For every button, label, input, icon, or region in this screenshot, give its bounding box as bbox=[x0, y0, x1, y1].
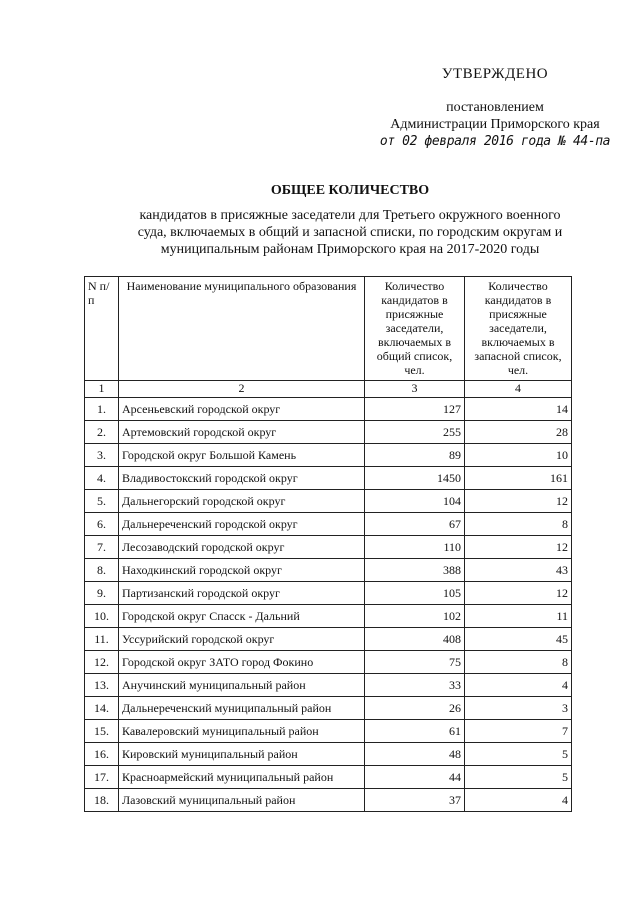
row-municipality-name: Дальнереченский муниципальный район bbox=[119, 697, 365, 720]
row-number: 8. bbox=[85, 559, 119, 582]
row-number: 18. bbox=[85, 789, 119, 812]
table-row bbox=[85, 743, 572, 766]
row-general-count: 75 bbox=[365, 651, 465, 674]
table-row bbox=[85, 789, 572, 812]
row-reserve-count: 4 bbox=[465, 789, 572, 812]
table-row bbox=[85, 490, 572, 513]
row-number: 15. bbox=[85, 720, 119, 743]
row-reserve-count: 4 bbox=[465, 674, 572, 697]
row-municipality-name: Владивостокский городской округ bbox=[119, 467, 365, 490]
header-general-list: Количество кандидатов в присяжные заседатели, включаемых в общий список, чел. bbox=[365, 277, 465, 381]
row-reserve-count: 45 bbox=[465, 628, 572, 651]
header-number: N п/п bbox=[85, 277, 119, 381]
row-municipality-name: Кировский муниципальный район bbox=[119, 743, 365, 766]
row-municipality-name: Городской округ Большой Камень bbox=[119, 444, 365, 467]
row-number: 13. bbox=[85, 674, 119, 697]
row-reserve-count: 8 bbox=[465, 513, 572, 536]
row-municipality-name: Партизанский городской округ bbox=[119, 582, 365, 605]
table-row bbox=[85, 651, 572, 674]
row-reserve-count: 7 bbox=[465, 720, 572, 743]
row-general-count: 408 bbox=[365, 628, 465, 651]
row-municipality-name: Анучинский муниципальный район bbox=[119, 674, 365, 697]
row-municipality-name: Лесозаводский городской округ bbox=[119, 536, 365, 559]
row-municipality-name: Дальнегорский городской округ bbox=[119, 490, 365, 513]
row-general-count: 1450 bbox=[365, 467, 465, 490]
document-heading: ОБЩЕЕ КОЛИЧЕСТВО bbox=[270, 183, 430, 198]
row-general-count: 104 bbox=[365, 490, 465, 513]
row-reserve-count: 43 bbox=[465, 559, 572, 582]
row-number: 14. bbox=[85, 697, 119, 720]
subheading-line-3: муниципальным районам Приморского края на 2017-2020 годы bbox=[160, 242, 540, 257]
table-row bbox=[85, 628, 572, 651]
table-row bbox=[85, 536, 572, 559]
table-row bbox=[85, 513, 572, 536]
row-general-count: 37 bbox=[365, 789, 465, 812]
row-general-count: 67 bbox=[365, 513, 465, 536]
table-row bbox=[85, 605, 572, 628]
approval-line-administration: Администрации Приморского края bbox=[390, 117, 600, 132]
row-number: 4. bbox=[85, 467, 119, 490]
row-municipality-name: Городской округ Спасск - Дальний bbox=[119, 605, 365, 628]
row-number: 16. bbox=[85, 743, 119, 766]
header-municipality: Наименование муниципального образования bbox=[119, 277, 365, 381]
subheading-line-1: кандидатов в присяжные заседатели для Третьего окружного военного bbox=[139, 208, 561, 223]
row-number: 7. bbox=[85, 536, 119, 559]
table-row bbox=[85, 697, 572, 720]
row-number: 10. bbox=[85, 605, 119, 628]
column-number-2: 2 bbox=[119, 381, 365, 398]
row-number: 5. bbox=[85, 490, 119, 513]
table-row bbox=[85, 582, 572, 605]
row-reserve-count: 5 bbox=[465, 766, 572, 789]
approval-line-decree: постановлением bbox=[446, 100, 544, 115]
row-general-count: 388 bbox=[365, 559, 465, 582]
row-general-count: 33 bbox=[365, 674, 465, 697]
row-reserve-count: 14 bbox=[465, 398, 572, 421]
row-general-count: 44 bbox=[365, 766, 465, 789]
row-number: 1. bbox=[85, 398, 119, 421]
candidates-table bbox=[84, 276, 572, 812]
row-general-count: 61 bbox=[365, 720, 465, 743]
document-subheading bbox=[75, 207, 625, 258]
row-municipality-name: Лазовский муниципальный район bbox=[119, 789, 365, 812]
row-general-count: 102 bbox=[365, 605, 465, 628]
column-number-1: 1 bbox=[85, 381, 119, 398]
row-number: 9. bbox=[85, 582, 119, 605]
row-number: 17. bbox=[85, 766, 119, 789]
row-reserve-count: 12 bbox=[465, 490, 572, 513]
row-general-count: 255 bbox=[365, 421, 465, 444]
table-row bbox=[85, 467, 572, 490]
row-general-count: 105 bbox=[365, 582, 465, 605]
row-number: 12. bbox=[85, 651, 119, 674]
row-reserve-count: 161 bbox=[465, 467, 572, 490]
row-reserve-count: 10 bbox=[465, 444, 572, 467]
row-municipality-name: Дальнереченский городской округ bbox=[119, 513, 365, 536]
row-reserve-count: 8 bbox=[465, 651, 572, 674]
row-number: 11. bbox=[85, 628, 119, 651]
row-municipality-name: Арсеньевский городской округ bbox=[119, 398, 365, 421]
row-reserve-count: 11 bbox=[465, 605, 572, 628]
row-number: 3. bbox=[85, 444, 119, 467]
table-row bbox=[85, 674, 572, 697]
row-number: 2. bbox=[85, 421, 119, 444]
row-municipality-name: Находкинский городской округ bbox=[119, 559, 365, 582]
table-row bbox=[85, 766, 572, 789]
row-reserve-count: 12 bbox=[465, 582, 572, 605]
row-municipality-name: Красноармейский муниципальный район bbox=[119, 766, 365, 789]
table-row bbox=[85, 444, 572, 467]
table-row bbox=[85, 421, 572, 444]
column-number-4: 4 bbox=[465, 381, 572, 398]
row-number: 6. bbox=[85, 513, 119, 536]
header-reserve-list: Количество кандидатов в присяжные заседатели, включаемых в запасной список, чел. bbox=[465, 277, 572, 381]
row-general-count: 26 bbox=[365, 697, 465, 720]
column-number-3: 3 bbox=[365, 381, 465, 398]
row-reserve-count: 3 bbox=[465, 697, 572, 720]
subheading-line-2: суда, включаемых в общий и запасной списки, по городским округам и bbox=[137, 225, 563, 240]
row-municipality-name: Уссурийский городской округ bbox=[119, 628, 365, 651]
row-reserve-count: 5 bbox=[465, 743, 572, 766]
row-municipality-name: Артемовский городской округ bbox=[119, 421, 365, 444]
table-row bbox=[85, 720, 572, 743]
row-general-count: 110 bbox=[365, 536, 465, 559]
row-municipality-name: Городской округ ЗАТО город Фокино bbox=[119, 651, 365, 674]
row-general-count: 89 bbox=[365, 444, 465, 467]
approval-title: УТВЕРЖДЕНО bbox=[441, 66, 549, 82]
row-reserve-count: 28 bbox=[465, 421, 572, 444]
row-general-count: 48 bbox=[365, 743, 465, 766]
row-municipality-name: Кавалеровский муниципальный район bbox=[119, 720, 365, 743]
row-reserve-count: 12 bbox=[465, 536, 572, 559]
table-row bbox=[85, 398, 572, 421]
table-row bbox=[85, 559, 572, 582]
approval-line-date-number: от 02 февраля 2016 года № 44-па bbox=[379, 134, 611, 149]
approval-stamp bbox=[360, 66, 630, 150]
row-general-count: 127 bbox=[365, 398, 465, 421]
